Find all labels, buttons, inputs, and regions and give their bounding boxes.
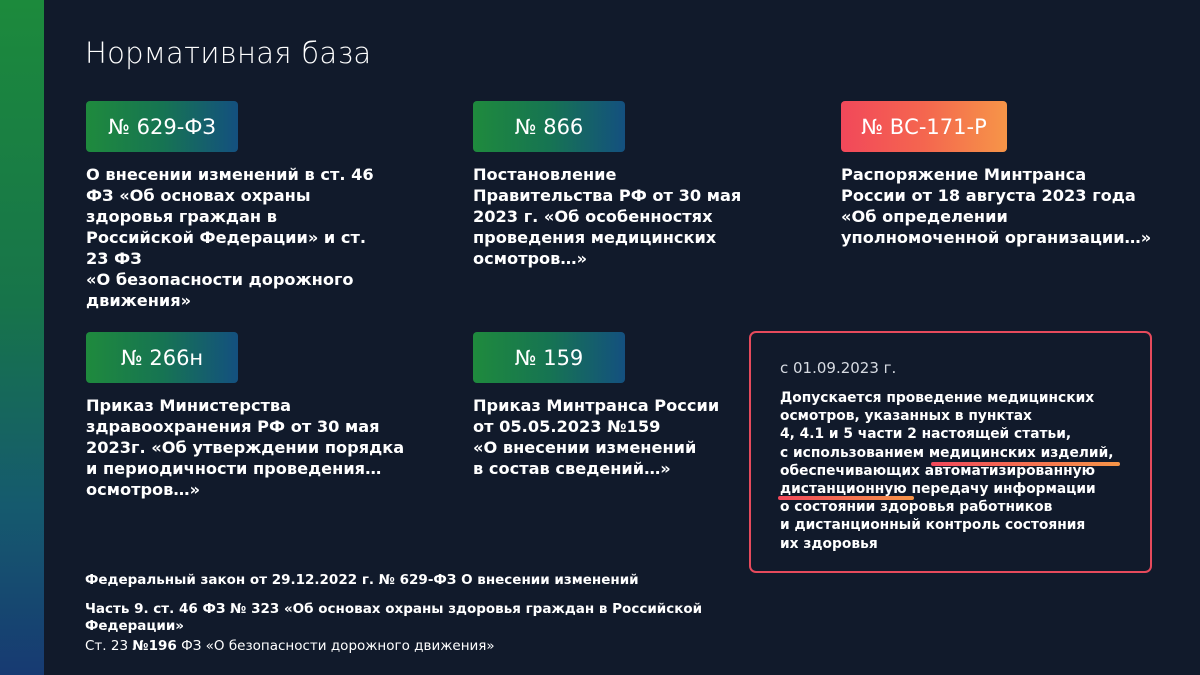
badge-label: № 866 [514,114,584,139]
footer-line [85,638,495,655]
footer-line: Часть 9. ст. 46 ФЗ № 323 «Об основах охраны здоровья граждан в Российской [85,601,703,617]
badge-866 [473,101,625,152]
card-description: О внесении изменений в ст. 46 ФЗ «Об основах охраны здоровья граждан в Российской Федерации» и ст. 23 ФЗ «О безопасности дорожного движения» [86,165,374,310]
badge-label: № 629-ФЗ [108,114,216,139]
note-box [749,331,1152,573]
badge-label: № ВС-171-Р [861,114,987,139]
footer-line: Федерации» [85,618,185,634]
page-title: Нормативная база [85,36,372,70]
badge-label: № 159 [514,345,584,370]
footer-line: Федеральный закон от 29.12.2022 г. № 629-ФЗ О внесении изменений [85,572,639,588]
footer-text: ФЗ «О безопасности дорожного движения» [176,638,495,654]
card-description: Постановление Правительства РФ от 30 мая 2023 г. «Об особенностях проведения медицинских осмотров…» [473,165,742,268]
badge-159 [473,332,625,383]
badge-629-fz [86,101,238,152]
note-text: Допускается проведение медицинских осмотров, указанных в пунктах 4, 4.1 и 5 части 2 настоящей статьи, с использованием медицинских изделий, обеспечивающих автоматизированную дистанционную передачу информации о состоянии здоровья работников и дистанционный контроль состояния их здоровья [780,390,1114,552]
badge-266n [86,332,238,383]
footer-text: Ст. 23 [85,638,133,654]
badge-label: № 266н [120,345,204,370]
footer-text-bold: №196 [132,638,177,654]
card-description: Приказ Министерства здравоохранения РФ от 30 мая 2023г. «Об утверждении порядка и периодичности проведения… осмотров…» [86,396,405,499]
side-accent-bar [0,0,44,675]
note-date: с 01.09.2023 г. [780,359,897,377]
card-description: Приказ Минтранса России от 05.05.2023 №159 «О внесении изменений в состав сведений…» [473,396,720,478]
card-description: Распоряжение Минтранса России от 18 августа 2023 года «Об определении уполномоченной организации…» [841,165,1152,247]
badge-vs-171-r [841,101,1007,152]
